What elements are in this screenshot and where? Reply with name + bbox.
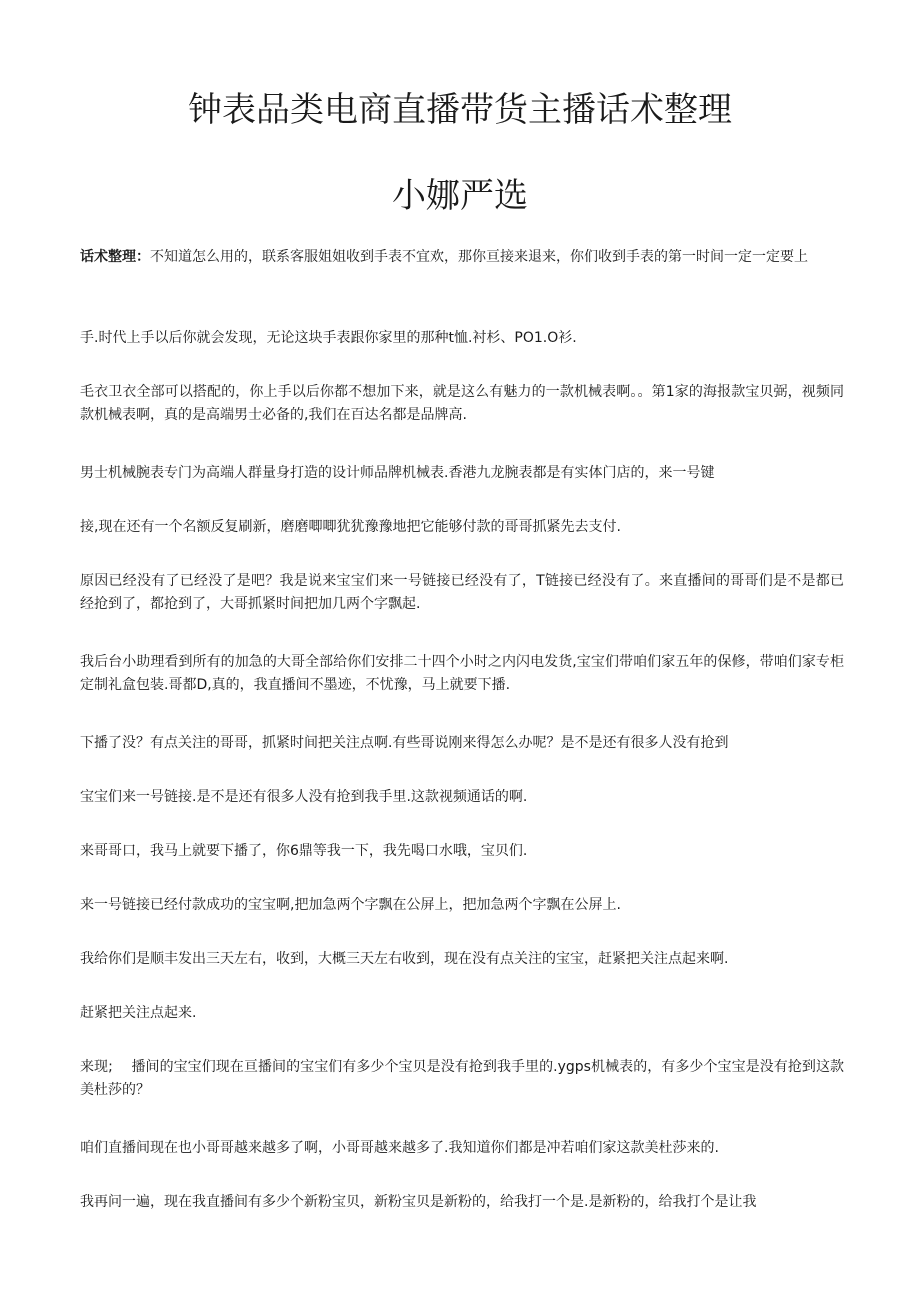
paragraph-9: 宝宝们来一号链接.是不是还有很多人没有抢到我手里.这款视频通话的啊. [80,789,528,805]
paragraph-1-text: 不知道怎么用的，联系客服姐姐收到手表不宜欢，那你亘接来退来，你们收到手表的第一时间一定一定要上 [150,249,808,265]
page-title: 钟表品类电商直播带货主播话术整理 [188,90,732,130]
paragraph-2: 手.时代上手以后你就会发现，无论这块手表跟你家里的那种t恤.衬杉、PO1.O衫. [80,330,577,346]
paragraph-7: 我后台小助理看到所有的加急的大哥全部给你们安排二十四个小时之内闪电发货,宝宝们带咱们家五年的保修，带咱们家专柜定制礼盒包装.哥都D,真的，我直播间不墨迹，不忧豫，马上就要下播. [80,654,844,693]
paragraph-12: 我给你们是顺丰发出三天左右，收到，大概三天左右收到，现在没有点关注的宝宝，赶紧把关注点起来啊. [80,951,729,967]
paragraph-13: 赶紧把关注点起来. [80,1005,197,1021]
paragraph-6: 原因已经没有了已经没了是吧？我是说来宝宝们来一号链接已经没有了，T链接已经没有了。来直播间的哥哥们是不是都已经抢到了，都抢到了，大哥抓紧时间把加几两个字飘起. [80,573,844,612]
paragraph-14: 来现; 播间的宝宝们现在亘播间的宝宝们有多少个宝贝是没有抢到我手里的.ygps机械表的，有多少个宝宝是没有抢到这款美杜莎的？ [80,1059,844,1098]
paragraph-10: 来哥哥口，我马上就要下播了，你6鼎等我一下，我先喝口水哦，宝贝们. [80,843,528,859]
paragraph-5: 接,现在还有一个名额反复刷新，磨磨唧唧犹犹豫豫地把它能够付款的哥哥抓紧先去支付. [80,519,621,535]
intro-label: 话术整理： [80,249,150,265]
page-subtitle: 小娜严选 [392,176,528,216]
paragraph-1 [80,246,844,269]
paragraph-11: 来一号链接已经付款成功的宝宝啊,把加急两个字飘在公屏上，把加急两个字飘在公屏上. [80,897,621,913]
paragraph-3: 毛衣卫衣全部可以搭配的，你上手以后你都不想加下来，就是这么有魅力的一款机械表啊。。第1家的海报款宝贝弼，视频同款机械表啊，真的是高端男士必备的,我们在百达名都是品牌高. [80,384,844,423]
paragraph-4: 男士机械腕表专门为高端人群量身打造的设计师品牌机械表.香港九龙腕表都是有实体门店的，来一号键 [80,465,715,481]
paragraph-16: 我再问一遍，现在我直播间有多少个新粉宝贝，新粉宝贝是新粉的，给我打一个是.是新粉的，给我打个是让我 [80,1194,757,1210]
paragraph-15: 咱们直播间现在也小哥哥越来越多了啊，小哥哥越来越多了.我知道你们都是冲若咱们家这款美杜莎来的. [80,1140,719,1156]
paragraph-8: 下播了没？有点关注的哥哥，抓紧时间把关注点啊.有些哥说刚来得怎么办呢？是不是还有很多人没有抢到 [80,735,729,751]
